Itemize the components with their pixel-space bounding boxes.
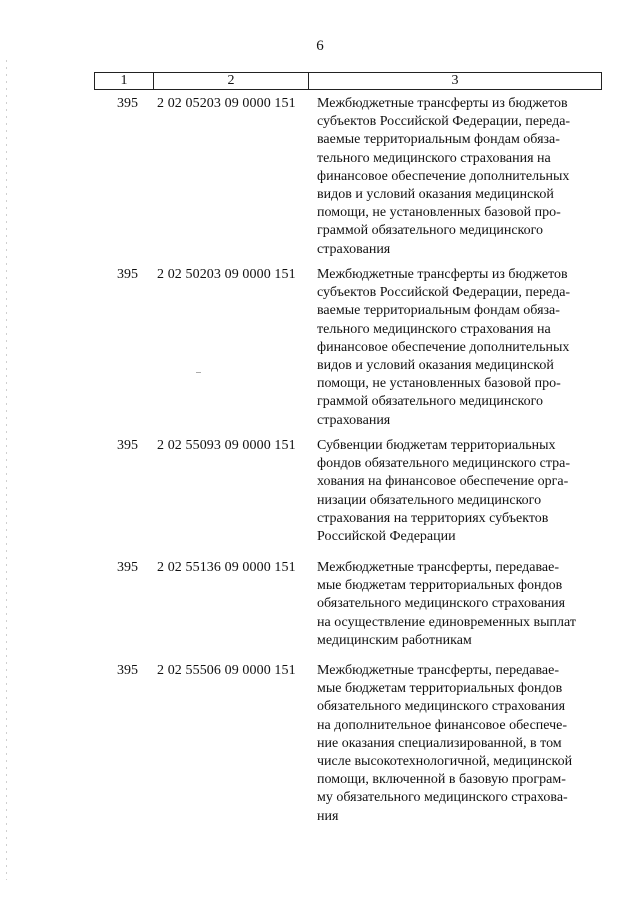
description-line: тельного медицинского страхования на (317, 321, 551, 337)
description-line: на дополнительное финансовое обеспече- (317, 717, 568, 733)
description-line: помощи, включенной в базовую програм- (317, 772, 566, 788)
description-line: финансовое обеспечение дополнительных (317, 339, 570, 355)
description-line: Межбюджетные трансферты из бюджетов (317, 267, 568, 282)
description-line: Межбюджетные трансферты, передавае- (317, 663, 559, 678)
description-line: видов и условий оказания медицинской (317, 187, 554, 203)
description-line: ния (317, 808, 339, 824)
description-line: числе высокотехнологичной, медицинской (317, 754, 573, 770)
description-line: му обязательного медицинского страхова- (317, 790, 568, 806)
stray-mark (196, 372, 201, 373)
description-line: страхования (317, 241, 391, 257)
description-line: граммой обязательного медицинского (317, 223, 544, 239)
description-line: помощи, не установленных базовой про- (317, 376, 561, 392)
budget-classification-code: 2 02 50203 09 0000 151 (157, 267, 296, 282)
budget-classification-code: 2 02 55136 09 0000 151 (157, 560, 296, 575)
admin-code: 395 (117, 663, 138, 678)
description-line: Российской Федерации (317, 529, 456, 545)
admin-code: 395 (117, 438, 138, 453)
description-line: Субвенции бюджетам территориальных (317, 438, 556, 453)
description-line: мые бюджетам территориальных фондов (317, 578, 563, 594)
description-line: Межбюджетные трансферты, передавае- (317, 560, 559, 575)
description-line: видов и условий оказания медицинской (317, 358, 554, 374)
description-line: страхования (317, 412, 391, 428)
description-line: ние оказания специализированной, в том (317, 735, 562, 751)
revenue-description (317, 559, 607, 650)
revenue-description (317, 95, 607, 259)
budget-classification-code: 2 02 55093 09 0000 151 (157, 438, 296, 453)
admin-code: 395 (117, 267, 138, 282)
description-line: медицинским работникам (317, 632, 472, 648)
description-line: граммой обязательного медицинского (317, 394, 544, 410)
description-line: мые бюджетам территориальных фондов (317, 681, 563, 697)
revenue-description (317, 437, 607, 546)
column-header-2: 2 (154, 73, 309, 89)
page-number: 6 (316, 38, 324, 54)
description-line: Межбюджетные трансферты из бюджетов (317, 96, 568, 111)
description-line: субъектов Российской Федерации, переда- (317, 285, 571, 301)
admin-code: 395 (117, 560, 138, 575)
column-header-1: 1 (95, 73, 154, 89)
admin-code: 395 (117, 96, 138, 111)
description-line: финансовое обеспечение дополнительных (317, 168, 570, 184)
description-line: низации обязательного медицинского (317, 492, 542, 508)
description-line: фондов обязательного медицинского стра- (317, 456, 571, 472)
budget-classification-code: 2 02 05203 09 0000 151 (157, 96, 296, 111)
description-line: тельного медицинского страхования на (317, 150, 551, 166)
column-header-3: 3 (451, 73, 459, 88)
budget-classification-code: 2 02 55506 09 0000 151 (157, 663, 296, 678)
table-header (94, 72, 602, 90)
description-line: на осуществление единовременных выплат (317, 614, 576, 630)
description-line: хования на финансовое обеспечение орга- (317, 474, 569, 490)
description-line: обязательного медицинского страхования (317, 596, 566, 612)
description-line: ваемые территориальным фондам обяза- (317, 303, 560, 319)
description-line: страхования на территориях субъектов (317, 510, 549, 526)
revenue-description (317, 266, 607, 430)
left-margin-mark (6, 60, 7, 880)
revenue-description (317, 662, 607, 826)
description-line: ваемые территориальным фондам обяза- (317, 132, 560, 148)
description-line: субъектов Российской Федерации, переда- (317, 114, 571, 130)
description-line: помощи, не установленных базовой про- (317, 205, 561, 221)
description-line: обязательного медицинского страхования (317, 699, 566, 715)
